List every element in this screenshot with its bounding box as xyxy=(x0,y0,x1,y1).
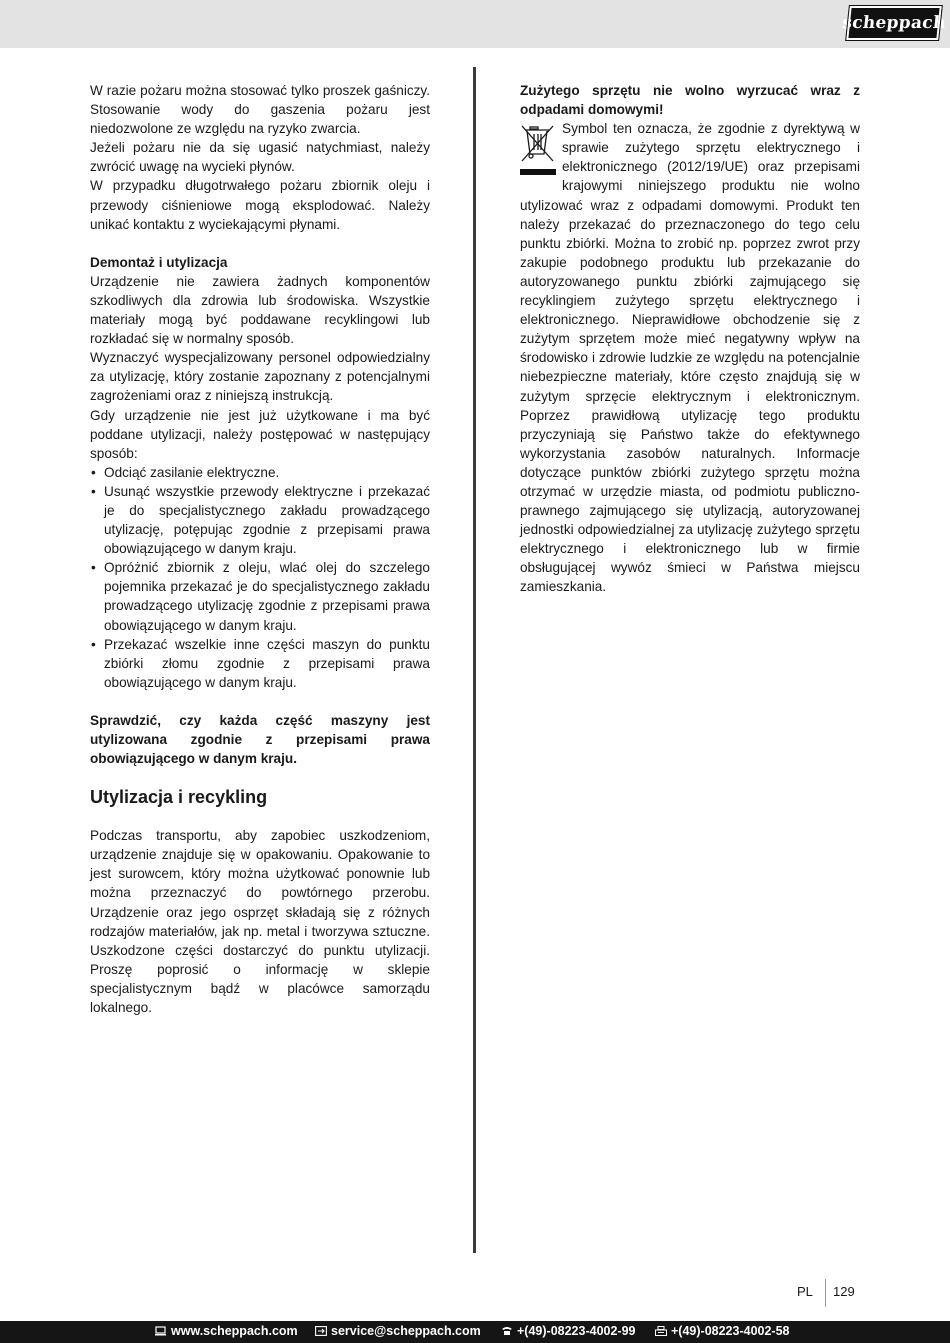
right-column xyxy=(520,81,860,597)
header-bar xyxy=(0,0,950,48)
weee-paragraph: Symbol ten oznacza, że zgodnie z dyrektywą w sprawie zużytego sprzętu elektrycznego i elektronicznego (2012/19/UE) oraz przepisami krajowymi niniejszego produktu nie wolno utylizować wraz z odpadami domowymi. Produkt ten należy przekazać do przeznaczonego do tego celu punktu zbiórki. Można to zrobić np. poprzez zwrot przy zakupie podobnego produktu lub przekazanie do autoryzowanego punktu zbiórki zajmującego się recyklingiem zużytego sprzętu elektrycznego i elektronicznego. Nieprawidłowe obchodzenie się z zużytym sprzętem może mieć negatywny wpływ na środowisko i zdrowie ludzkie ze względu na potencjalnie niebezpieczne materiały, które często znajdują się w zużytym sprzęcie elektrycznym i elektronicznym. Poprzez prawidłową utylizację tego produktu przyczyniają się Państwo także do efektywnego wykorzystania zasobów naturalnych. Informacje dotyczące punktów zbiórki zużytego sprzętu można otrzymać w urzędzie miasta, od podmiotu publiczno-prawnego zajmującego się utylizacją, autoryzowanej jednostki odpowiedzialnej za utylizację zużytego sprzętu elektrycznego i elektronicznego lub w firmie obsługującej wywóz śmieci w Państwa miejscu zamieszkania. xyxy=(520,121,860,595)
dismantle-paragraph-1: Urządzenie nie zawiera żadnych komponentów szkodliwych dla zdrowia lub środowiska. Wszystkie materiały mogą być poddawane recyklingowi lub rozkładać się w normalny sposób. xyxy=(90,273,430,347)
phone-icon xyxy=(501,1326,513,1336)
list-item: • Opróżnić zbiornik z oleju, wlać olej do szczelego pojemnika przekazać je do specjalistycznego zakładu prowadzącego utylizację zgodnie z przepisami prawa obowiązującego w danym kraju. xyxy=(90,558,430,634)
weee-heading: Zużytego sprzętu nie wolno wyrzucać wraz z odpadami domowymi! xyxy=(520,83,860,118)
recycling-heading: Utylizacja i recykling xyxy=(90,787,268,808)
fire-paragraph-2: Jeżeli pożaru nie da się ugasić natychmiast, należy zwrócić uwagę na wycieki płynów. xyxy=(90,140,430,175)
contact-bar xyxy=(0,1321,950,1343)
computer-icon xyxy=(155,1326,167,1336)
website-text: www.scheppach.com xyxy=(171,1324,298,1338)
list-item: • Odciąć zasilanie elektryczne. xyxy=(90,463,430,482)
phone-number[interactable] xyxy=(501,1324,636,1338)
fire-paragraph-1: W razie pożaru można stosować tylko proszek gaśniczy. Stosowanie wody do gaszenia pożaru jest niedozwolone ze względu na ryzyko zwarcia. xyxy=(90,83,430,137)
crossed-out-wheelie-bin-icon xyxy=(520,123,556,181)
check-notice: Sprawdzić, czy każda część maszyny jest utylizowana zgodnie z przepisami prawa obowiązującego w danym kraju. xyxy=(90,712,430,767)
dismantle-steps-list xyxy=(90,463,430,692)
fax-number[interactable] xyxy=(655,1324,790,1338)
website-link[interactable] xyxy=(155,1324,298,1338)
footer-separator xyxy=(825,1279,826,1307)
list-item: • Usunąć wszystkie przewody elektryczne i przekazać je do specjalistycznego zakładu prowadzącego utylizację, potępując zgodnie z przepisami prawa obowiązującego w danym kraju. xyxy=(90,482,430,558)
left-column xyxy=(90,81,430,1017)
list-item: • Przekazać wszelkie inne części maszyn do punktu zbiórki złomu zgodnie z przepisami prawa obowiązującego w danym kraju. xyxy=(90,635,430,692)
page-number: 129 xyxy=(833,1284,855,1299)
column-divider xyxy=(473,67,476,1253)
fax-text: +(49)-08223-4002-58 xyxy=(671,1324,790,1338)
phone-text: +(49)-08223-4002-99 xyxy=(517,1324,636,1338)
email-icon xyxy=(315,1326,327,1336)
fax-icon xyxy=(655,1326,667,1336)
dismantle-heading: Demontaż i utylizacja xyxy=(90,254,228,270)
email-link[interactable] xyxy=(315,1324,481,1338)
email-text: service@scheppach.com xyxy=(331,1324,481,1338)
weee-crossed-bin-icon xyxy=(520,119,558,181)
logo-text: scheppach xyxy=(841,13,947,33)
recycling-paragraph: Podczas transportu, aby zapobiec uszkodzeniom, urządzenie znajduje się w opakowaniu. Opakowanie to jest surowcem, który można użytkować ponownie lub można przeznaczyć do powtórnego przerobu. Urządzenie oraz jego osprzęt składają się z różnych rodzajów materiałów, jak np. metal i tworzywa sztuczne. Uszkodzone części dostarczyć do punktu utylizacji. Proszę poprosić o informację w sklepie specjalistycznym bądź w placówce samorządu lokalnego. xyxy=(90,828,430,1016)
scheppach-logo xyxy=(841,6,947,40)
dismantle-paragraph-3: Gdy urządzenie nie jest już użytkowane i ma być poddane utylizacji, należy postępować w następujący sposób: xyxy=(90,407,430,461)
fire-paragraph-3: W przypadku długotrwałego pożaru zbiornik oleju i przewody ciśnieniowe mogą eksplodować. Należy unikać kontaktu z wyciekającymi płynami. xyxy=(90,178,430,232)
dismantle-paragraph-2: Wyznaczyć wyspecjalizowany personel odpowiedzialny za utylizację, który zostanie zapoznany z potencjalnymi zagrożeniami oraz z niniejszą instrukcją. xyxy=(90,350,430,404)
page-footer xyxy=(0,1283,950,1303)
language-code: PL xyxy=(797,1284,813,1299)
